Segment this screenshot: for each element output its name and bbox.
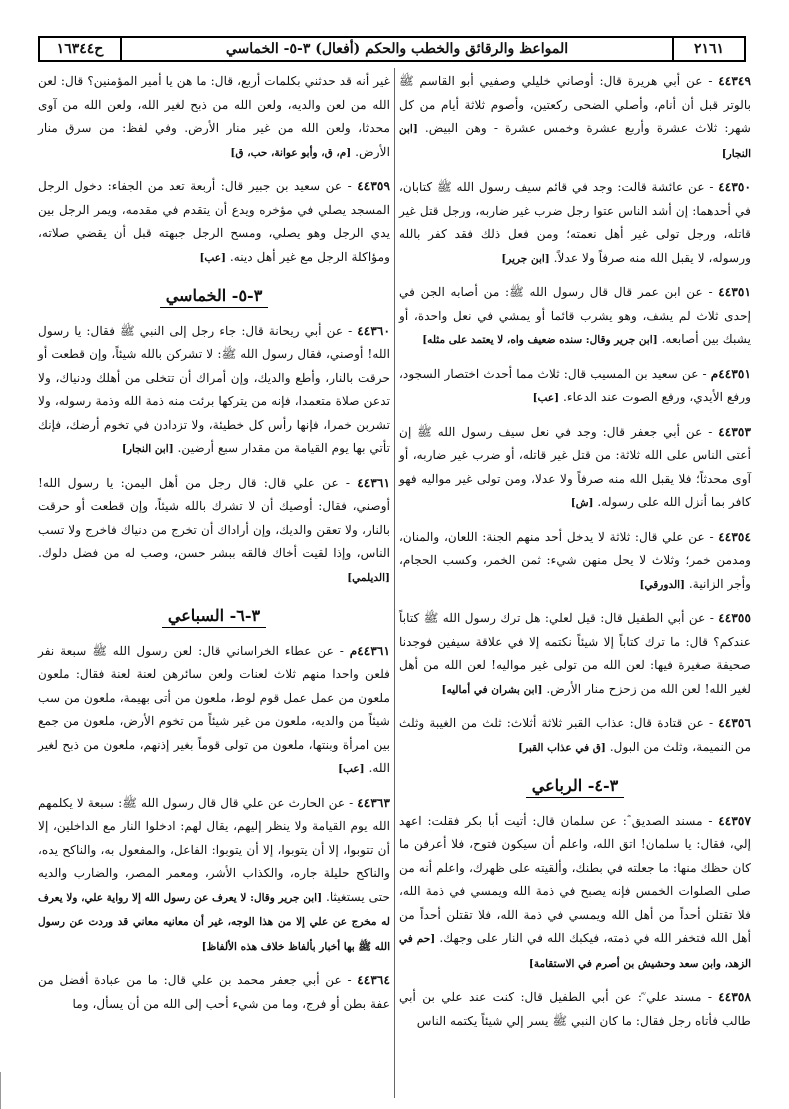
hadith-source: [حم في الزهد، وابن سعد وحشيش بن أصرم في الاستقامة] [399,933,751,970]
hadith-text: - عن أبي هريرة قال: أوصاني خليلي وصفيي أبو القاسم ﷺ بالوتر قبل أن أنام، وأصلي الضحى ركعتين، وأصوم ثلاثة أيام من كل شهر: ثلاث عشرة وأربع عشرة وخمس عشرة - وهن البيض. [399,74,751,135]
hadith-source: [ابن النجار] [121,443,174,455]
hadith-number: ٤٤٣٤٩ [718,74,751,88]
hadith-number: ٤٤٣٥٧ [718,813,751,828]
hadith-number: ٤٤٣٥٥ [718,611,751,625]
page-edge-line [0,1072,1,1109]
hadith-text: - عن علي قال: ثلاثة لا يدخل أحد منهم الجنة: اللعان، والمنان، ومدمن خمر؛ وثلاث لا يحل منهن شيء: ثمن الخمر، وكسب الحجام، وأجر الزانية. [399,529,751,591]
column-divider [394,68,395,1098]
hadith-entry [399,281,751,353]
hadith-number: ٤٤٣٥٣ [718,424,751,439]
hadith-entry [399,526,751,598]
volume-marker: ح١٦٣٤٤ [40,38,122,60]
left-column [38,70,390,1027]
hadith-text: - عن الحارث عن علي قال قال رسول الله ﷺ: سبعة لا يكلمهم الله يوم القيامة ولا ينظر إليهم، يقال لهم: ادخلوا النار مع الداخلين، إلا أن تتوبوا، إلا أن يتوبوا، إلا أن يتوبوا: الفاعل، والمفعول به، والناكح يده، والناكح حليلة جاره، والكذاب الأشر، ومعمر المصر، والضارب والديه حتى يستغيثا. [38,795,391,904]
running-title: المواعظ والرقائق والخطب والحكم (أفعال) ٣-٥- الخماسي [225,41,569,57]
hadith-entry [399,70,751,166]
hadith-entry [38,70,390,165]
hadith-text: - عن أبي جعفر قال: وجد في نعل سيف رسول الله ﷺ إن أعتى الناس على الله ثلاثة: من قتل غير قاتله، أو ضرب غير ضاربه، أو آوى محدثاً؛ فلا يقبل الله منه صرفاً ولا عدلا، ومن تولى غير مواليه فهو كافر بما أنزل الله على رسوله. [399,424,751,509]
section-heading [38,284,390,308]
hadith-text: - عن قتادة قال: عذاب القبر ثلاثة أثلاث: ثلث من الغيبة وثلث من النميمة، وثلث من البول. [399,716,751,754]
hadith-entry [38,472,390,591]
hadith-entry [38,320,390,462]
hadith-source: [ابن جرير] [501,252,550,265]
hadith-entry [399,607,751,702]
hadith-text: - مسند علي ؓ: عن أبي الطفيل قال: كنت عند علي بن أبي طالب فأتاه رجل فقال: ما كان النبي ﷺ يسر إلي شيئاً يكتمه الناس [399,990,751,1028]
hadith-number: ٤٤٣٦١ [357,475,390,490]
hadith-entry [38,175,390,270]
hadith-source: [عب] [532,392,560,404]
hadith-number: ٤٤٣٦١م [349,643,390,658]
hadith-number: ٤٤٣٦٤ [357,973,390,987]
page-number: ٢١٦١ [672,38,744,60]
hadith-number: ٤٤٣٥١ [718,285,751,299]
hadith-source: [الديلمي] [347,571,390,584]
hadith-text: - عن أبي جعفر محمد بن علي قال: ما من عبادة أفضل من عفة بطن أو فرج، وما من شيء أحب إلى الله من أن يسأل، وما [38,973,390,1011]
hadith-source: [م، ق، وأبو عوانة، حب، ق] [230,146,352,159]
hadith-text: - عن أبي ريحانة قال: جاء رجل إلى النبي ﷺ فقال: يا رسول الله! أوصني، فقال رسول الله ﷺ: لا تشركن بالله شيئاً، وإن قطعت أو حرقت بالنار، وأطع والديك، وإن أمراك أن تتخلى من أهلك ودنياك، ولا تدعن صلاة متعمدا، فإنه من يتركها برئت منه ذمة الله وذمة رسوله، ولا تشربن خمرا، فإنها رأس كل خطيئة، ولا تزدادن في تخوم أرضك، فإنك تأتي بها يوم القيامة من مقدار سبع أرضين. [38,323,390,455]
hadith-entry [399,810,751,977]
hadith-text: - عن عائشة قالت: وجد في قائم سيف رسول الله ﷺ كتابان، في أحدهما: إن أشد الناس عتوا رجل ضرب غير ضاربه، ورجل قتل غير قاتله، ورجل تولى غير أهل نعمته؛ ومن فعل ذلك فقد كفر بالله ورسوله، لا يقبل الله منه صرفاً ولا عدلاً. [399,180,751,265]
hadith-text: غير أنه قد حدثني بكلمات أربع، قال: ما هن يا أمير المؤمنين؟ قال: لعن الله من لعن والديه، ولعن الله من ذبح لغير الله، ولعن الله من آوى محدثا، ولعن الله من غير منار الأرض. وفي لفظ: من سرق منار الأرض. [38,74,390,159]
hadith-number: ٤٤٣٦٠ [357,323,390,338]
hadith-number: ٤٤٣٥٤ [718,529,751,544]
hadith-text: - مسند الصديق ؓ: عن سلمان قال: أتيت أبا بكر فقلت: اعهد إلي، فقال: يا سلمان! اتق الله، واعلم أن سيكون فتوح، فلا أعرفن ما كان حظك منها: ما جعلته في بطنك، وألقيته على ظهرك، واعلم أنه من صلى الصلوات الخمس فإنه يصبح في ذمة الله ويمسي في ذمة الله، فلا تقتلن أحداً من أهل الله ويمسي في ذمة الله، فلا تقتلن أحداً من أهل الله فتخفر الله في ذمته، فيكبك الله في النار على وجهك. [399,813,751,945]
hadith-text: - عن أبي الطفيل قال: قيل لعلي: هل ترك رسول الله ﷺ كتاباً عندكم؟ قال: ما ترك كتاباً إلا شيئاً نكتمه إلا في علاقة سيفين فوجدنا صحيفة صغيرة فيها: لعن الله من تولى غير مواليه! لعن الله من أهل لغير الله! لعن الله من زحزح منار الأرض. [399,611,751,696]
hadith-source: [الدورقي] [639,578,686,591]
hadith-number: ٤٤٣٥٠ [718,180,751,194]
hadith-text: - عن ابن عمر قال قال رسول الله ﷺ: من أصابه الجن في إحدى ثلاث لم يشف، وهو يشرب قائما أو يمشي في نعل واحدة، أو يشبك بين أصابعه. [399,285,751,346]
hadith-entry [38,969,390,1017]
hadith-number: ٤٤٣٥٩ [357,179,390,193]
section-title: ٣-٦- السباعي [162,606,266,628]
hadith-source: [ابن النجار] [399,123,751,160]
hadith-source: [ش] [570,497,594,509]
hadith-source: [عب] [199,251,226,264]
hadith-source: [ابن بشران في أماليه] [441,683,543,696]
hadith-source: [ق في عذاب القبر] [518,741,606,754]
hadith-text: - عن سعيد بن جبير قال: أربعة تعد من الجفاء: دخول الرجل المسجد يصلي في مؤخره ويدع أن يتقدم في مقدمه، ويمر الرجل بين يدي الرجل وهو يصلي، ومسح الرجل جبهته قبل أن يقضي صلاته، ومؤاكلة الرجل مع غير أهل دينه. [38,179,390,264]
hadith-entry [38,792,390,960]
hadith-number: ٤٤٣٥٦ [718,716,751,730]
hadith-number: ٤٤٣٥٨ [718,990,751,1004]
hadith-entry [399,986,751,1034]
hadith-entry [399,421,751,516]
hadith-entry [399,712,751,760]
section-heading [399,774,751,798]
page-header [38,36,746,62]
right-column [399,70,751,1044]
hadith-entry [399,363,751,411]
section-title: ٣-٤- الرباعي [526,776,624,798]
hadith-text: - عن سعيد بن المسيب قال: ثلاث مما أحدث اختصار السجود، ورفع الأيدي، ورفع الصوت عند الدعاء. [399,366,751,404]
hadith-entry [38,640,390,782]
hadith-text: - عن عطاء الخراساني قال: لعن رسول الله ﷺ سبعة نفر فلعن واحدا منهم ثلاث لعنات ولعن سائرهن لعنة لعنة فقال: ملعون ملعون من عمل عمل قوم لوط، ملعون من أتى بهيمة، ملعون من سب شيئاً من والديه، ملعون من غير شيئاً من تخوم الأرض، ملعون من جمع بين امرأة وبنتها، ملعون من تولى قوماً بغير إذنهم، ملعون من ذبح لغير الله. [38,643,390,775]
hadith-source: [عب] [338,763,365,775]
hadith-source: [ابن جرير وقال: سنده ضعيف واه، لا يعتمد على مثله] [422,334,658,346]
section-title: ٣-٥- الخماسي [160,286,269,308]
hadith-number: ٤٤٣٥١م [710,366,751,381]
hadith-entry [399,176,751,271]
hadith-number: ٤٤٣٦٣ [357,795,390,810]
section-heading [38,604,390,628]
hadith-text: - عن علي قال: قال رجل من أهل اليمن: يا رسول الله! أوصني، فقال: أوصيك أن لا تشرك بالله شيئاً، وإن قطعت أو حرقت بالنار، ولا تعقن والديك، وإن أراداك أن تخرج من دنياك فاخرج ولا تسب الناس، وإذا لقيت أخاك فالقه ببشر حسن، وصب له من فضل دلوك. [38,475,390,560]
hadith-source: [ابن جرير وقال: لا يعرف عن رسول الله إلا رواية علي، ولا يعرف له مخرج عن علي إلا من هذا الوجه، غير أن معانيه معاني قد وردت عن رسول الله ﷺ بها أخبار بألفاظ خلاف هذه الألفاظ] [38,891,390,953]
